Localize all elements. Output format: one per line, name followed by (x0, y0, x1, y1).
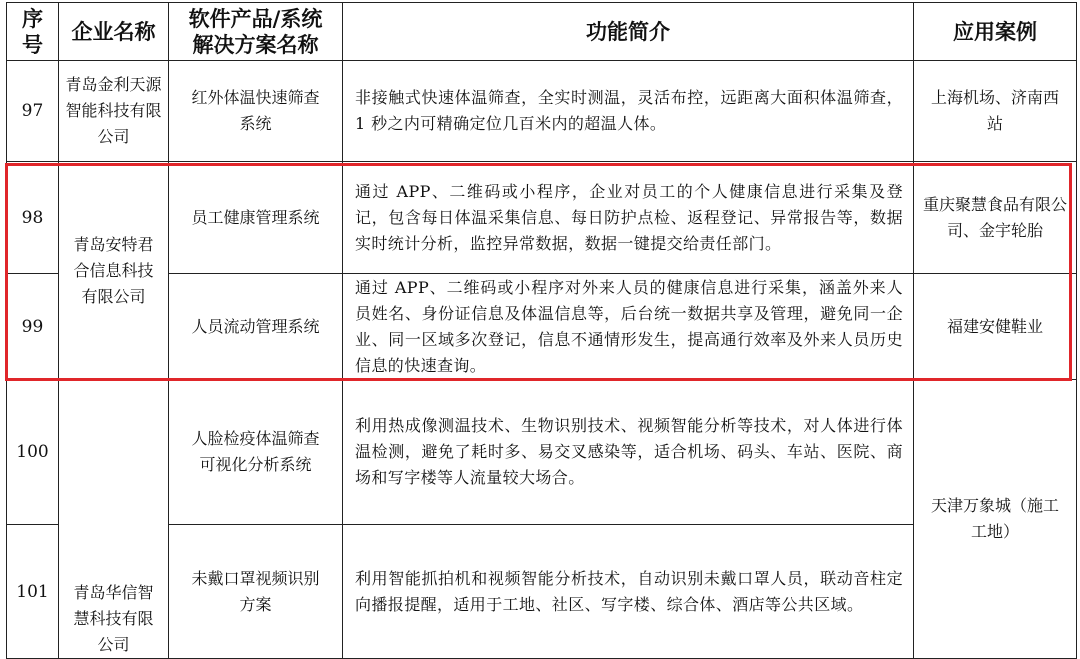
row-company: 青岛金利天源智能科技有限公司 (59, 61, 169, 162)
table-header-row (7, 3, 1077, 61)
table-row (7, 61, 1077, 162)
row-cases: 天津万象城（施工工地） (914, 380, 1077, 659)
row-cases: 重庆聚慧食品有限公司、金宇轮胎 (914, 162, 1077, 274)
row-product: 未戴口罩视频识别方案 (169, 525, 343, 659)
row-function: 利用智能抓拍机和视频智能分析技术，自动识别未戴口罩人员，联动音柱定向播报提醒，适用于工地、社区、写字楼、综合体、酒店等公共区域。 (343, 525, 914, 659)
row-function: 利用热成像测温技术、生物识别技术、视频智能分析等技术，对人体进行体温检测，避免了耗时多、易交叉感染等，适合机场、码头、车站、医院、商场和写字楼等人流量较大场合。 (343, 380, 914, 525)
row-product: 人脸检疫体温筛查可视化分析系统 (169, 380, 343, 525)
table-row (7, 380, 1077, 525)
row-function: 通过 APP、二维码或小程序对外来人员的健康信息进行采集，涵盖外来人员姓名、身份证信息及体温信息等，后台统一数据共享及管理，避免同一企业、同一区域多次登记，信息不通情形发生，提高通行效率及外来人员历史信息的快速查询。 (343, 274, 914, 380)
row-seq: 98 (7, 162, 59, 274)
header-company: 企业名称 (59, 3, 169, 61)
header-product: 软件产品/系统解决方案名称 (169, 3, 343, 61)
row-seq: 100 (7, 380, 59, 525)
row-cases: 上海机场、济南西站 (914, 61, 1077, 162)
table-row (7, 162, 1077, 274)
header-seq: 序号 (7, 3, 59, 61)
row-function: 非接触式快速体温筛查，全实时测温，灵活布控，远距离大面积体温筛查，1 秒之内可精确定位几百米内的超温人体。 (343, 61, 914, 162)
row-product: 人员流动管理系统 (169, 274, 343, 380)
row-cases: 福建安健鞋业 (914, 274, 1077, 380)
row-seq: 101 (7, 525, 59, 659)
row-function: 通过 APP、二维码或小程序，企业对员工的个人健康信息进行采集及登记，包含每日体温采集信息、每日防护点检、返程登记、异常报告等，数据实时统计分析，监控异常数据，数据一键提交给责任部门。 (343, 162, 914, 274)
row-product: 红外体温快速筛查系统 (169, 61, 343, 162)
row-seq: 97 (7, 61, 59, 162)
row-product: 员工健康管理系统 (169, 162, 343, 274)
header-function: 功能简介 (343, 3, 914, 61)
row-seq: 99 (7, 274, 59, 380)
header-cases: 应用案例 (914, 3, 1077, 61)
solutions-table (6, 2, 1077, 659)
row-company: 青岛华信智慧科技有限公司 (59, 380, 169, 659)
row-company: 青岛安特君合信息科技有限公司 (59, 162, 169, 380)
